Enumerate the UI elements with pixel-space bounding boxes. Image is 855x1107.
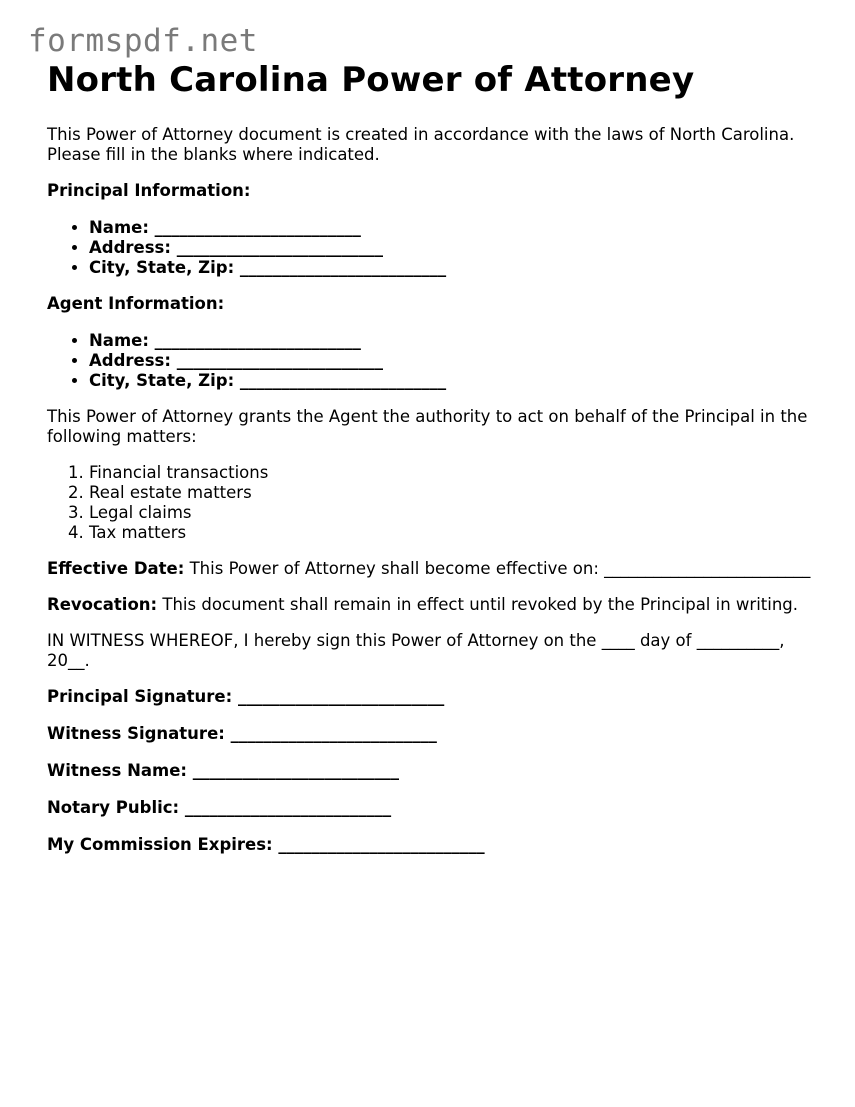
- principal-city-field: • City, State, Zip: _________________________: [89, 258, 832, 278]
- agent-info-heading: Agent Information:: [47, 294, 225, 313]
- notary-public-line: Notary Public: _________________________: [47, 798, 392, 817]
- intro-paragraph: This Power of Attorney document is created in accordance with the laws of North Carolina. Please fill in the blanks where indicated.: [47, 125, 795, 164]
- effective-date-label: Effective Date:: [47, 559, 185, 578]
- witness-clause: IN WITNESS WHEREOF, I hereby sign this Power of Attorney on the ____ day of __________, 20__.: [47, 631, 785, 670]
- agent-info-list: [47, 331, 832, 391]
- agent-address-field: • Address: _________________________: [89, 351, 832, 371]
- revocation-text: This document shall remain in effect until revoked by the Principal in writing.: [157, 595, 799, 614]
- document-body: [47, 60, 832, 872]
- principal-info-heading: Principal Information:: [47, 181, 251, 200]
- matter-item: 3. Legal claims: [89, 503, 832, 523]
- document-title: North Carolina Power of Attorney: [47, 60, 695, 100]
- matters-list: [47, 463, 832, 543]
- revocation-label: Revocation:: [47, 595, 158, 614]
- matter-item: 2. Real estate matters: [89, 483, 832, 503]
- grant-paragraph: This Power of Attorney grants the Agent the authority to act on behalf of the Principal in the following matters:: [47, 407, 808, 446]
- principal-signature-line: Principal Signature: _________________________: [47, 687, 445, 706]
- matter-item: 4. Tax matters: [89, 523, 832, 543]
- commission-expires-line: My Commission Expires: _________________________: [47, 835, 485, 854]
- principal-name-field: • Name: _________________________: [89, 218, 832, 238]
- agent-name-field: • Name: _________________________: [89, 331, 832, 351]
- effective-date-paragraph: [47, 559, 832, 579]
- watermark-text: formspdf.net: [28, 23, 258, 59]
- revocation-paragraph: [47, 595, 832, 615]
- principal-address-field: • Address: _________________________: [89, 238, 832, 258]
- witness-name-line: Witness Name: _________________________: [47, 761, 399, 780]
- principal-info-list: [47, 218, 832, 278]
- effective-date-text: This Power of Attorney shall become effective on: _________________________: [184, 559, 811, 578]
- matter-item: 1. Financial transactions: [89, 463, 832, 483]
- witness-signature-line: Witness Signature: _________________________: [47, 724, 437, 743]
- agent-city-field: • City, State, Zip: _________________________: [89, 371, 832, 391]
